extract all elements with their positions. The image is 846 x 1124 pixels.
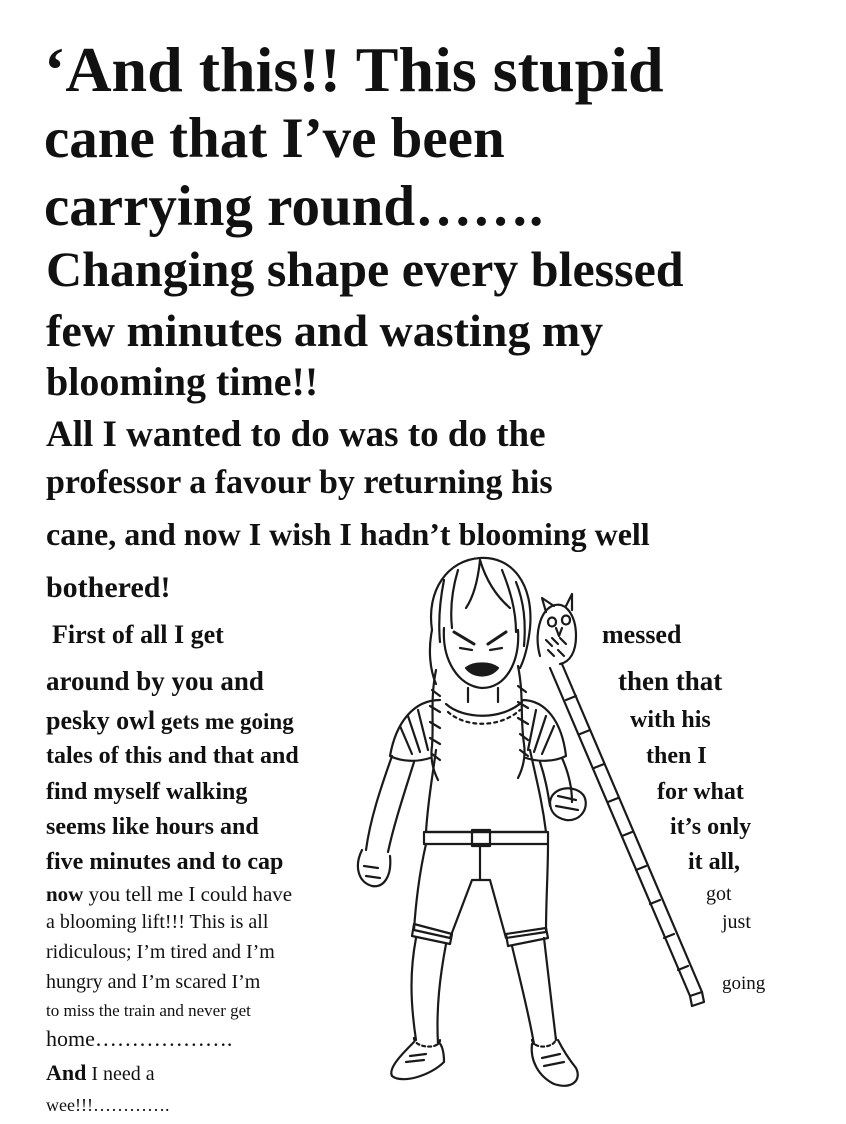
left-line-3 xyxy=(46,708,294,734)
right-hand xyxy=(550,788,586,820)
heading-line-4: Changing shape every blessed xyxy=(46,241,684,297)
hair-strands xyxy=(439,570,525,646)
owl-beak xyxy=(556,628,562,636)
belt xyxy=(424,832,548,844)
right-braid-weave xyxy=(518,686,528,756)
left-line-3-bold: pesky owl xyxy=(46,706,156,735)
right-line-2: then that xyxy=(618,666,723,696)
heading-line-5: few minutes and wasting my xyxy=(46,305,604,356)
right-leg xyxy=(512,938,556,1044)
left-arm xyxy=(366,756,392,850)
left-line-2: around by you and xyxy=(46,666,264,696)
left-brow xyxy=(454,632,474,644)
left-line-8 xyxy=(46,884,292,905)
cane-rings xyxy=(566,696,688,970)
neck xyxy=(468,688,498,702)
left-line-8-bold: now xyxy=(46,882,84,906)
left-line-5: find myself walking xyxy=(46,779,248,805)
left-fist-knuckles xyxy=(364,866,380,878)
right-line-4: then I xyxy=(646,743,707,769)
right-brow xyxy=(488,632,506,644)
collar xyxy=(446,702,522,716)
left-sock xyxy=(414,1038,440,1047)
hair-part xyxy=(466,560,510,608)
girl-with-owl-cane-illustration xyxy=(340,550,780,1110)
left-line-14 xyxy=(46,1062,155,1084)
heading-line-10: bothered! xyxy=(46,571,171,604)
left-line-10: ridiculous; I’m tired and I’m xyxy=(46,941,275,963)
left-shoe-laces xyxy=(406,1054,426,1062)
right-arm xyxy=(562,758,572,802)
right-line-8: got xyxy=(706,883,732,905)
cane xyxy=(550,664,702,996)
left-sleeve-stripes xyxy=(400,710,428,754)
right-shoe-laces xyxy=(542,1054,564,1066)
left-line-13: home………………. xyxy=(46,1026,233,1051)
heading-line-2: cane that I’ve been xyxy=(44,107,505,170)
left-line-14-rest: I need a xyxy=(86,1063,155,1085)
right-line-6: it’s only xyxy=(670,814,752,840)
owl-eyes xyxy=(548,616,570,627)
left-line-4: tales of this and that and xyxy=(46,743,299,769)
left-line-7: five minutes and to cap xyxy=(46,849,284,875)
right-line-9: just xyxy=(722,911,751,933)
right-line-1: messed xyxy=(602,620,682,649)
left-arm-inner xyxy=(388,762,414,852)
left-line-6: seems like hours and xyxy=(46,814,259,840)
right-sock xyxy=(532,1038,556,1047)
eyes xyxy=(460,648,502,650)
left-leg xyxy=(412,938,447,1044)
left-line-1: First of all I get xyxy=(52,620,224,649)
right-line-3: with his xyxy=(630,707,711,733)
heading-line-8: professor a favour by returning his xyxy=(46,464,553,501)
heading-line-9: cane, and now I wish I hadn’t blooming well xyxy=(46,516,650,552)
right-sleeve-stripes xyxy=(528,710,554,754)
right-line-7: it all, xyxy=(688,849,740,875)
face xyxy=(444,628,518,688)
left-line-8-rest: you tell me I could have xyxy=(83,882,293,906)
heading-line-3: carrying round……. xyxy=(44,175,544,238)
left-line-14-bold: And xyxy=(46,1060,87,1085)
heading-line-6: blooming time!! xyxy=(46,359,319,404)
left-line-3-rest: gets me going xyxy=(155,709,294,734)
right-fingers xyxy=(556,796,578,810)
torso xyxy=(426,750,546,832)
owl-body xyxy=(538,605,576,664)
left-line-15: wee!!!…………. xyxy=(46,1095,170,1115)
cane-tip xyxy=(690,992,704,1006)
left-line-11: hungry and I’m scared I’m xyxy=(46,971,261,993)
heading-line-1: ‘And this!! This stupid xyxy=(44,34,664,105)
mouth xyxy=(466,664,498,676)
right-line-10: going xyxy=(722,973,766,994)
heading-line-7: All I wanted to do was to do the xyxy=(46,414,546,455)
owl-feathers xyxy=(546,638,566,656)
left-line-12: to miss the train and never get xyxy=(46,1001,251,1020)
left-line-9: a blooming lift!!! This is all xyxy=(46,911,269,933)
right-line-5: for what xyxy=(657,779,744,805)
